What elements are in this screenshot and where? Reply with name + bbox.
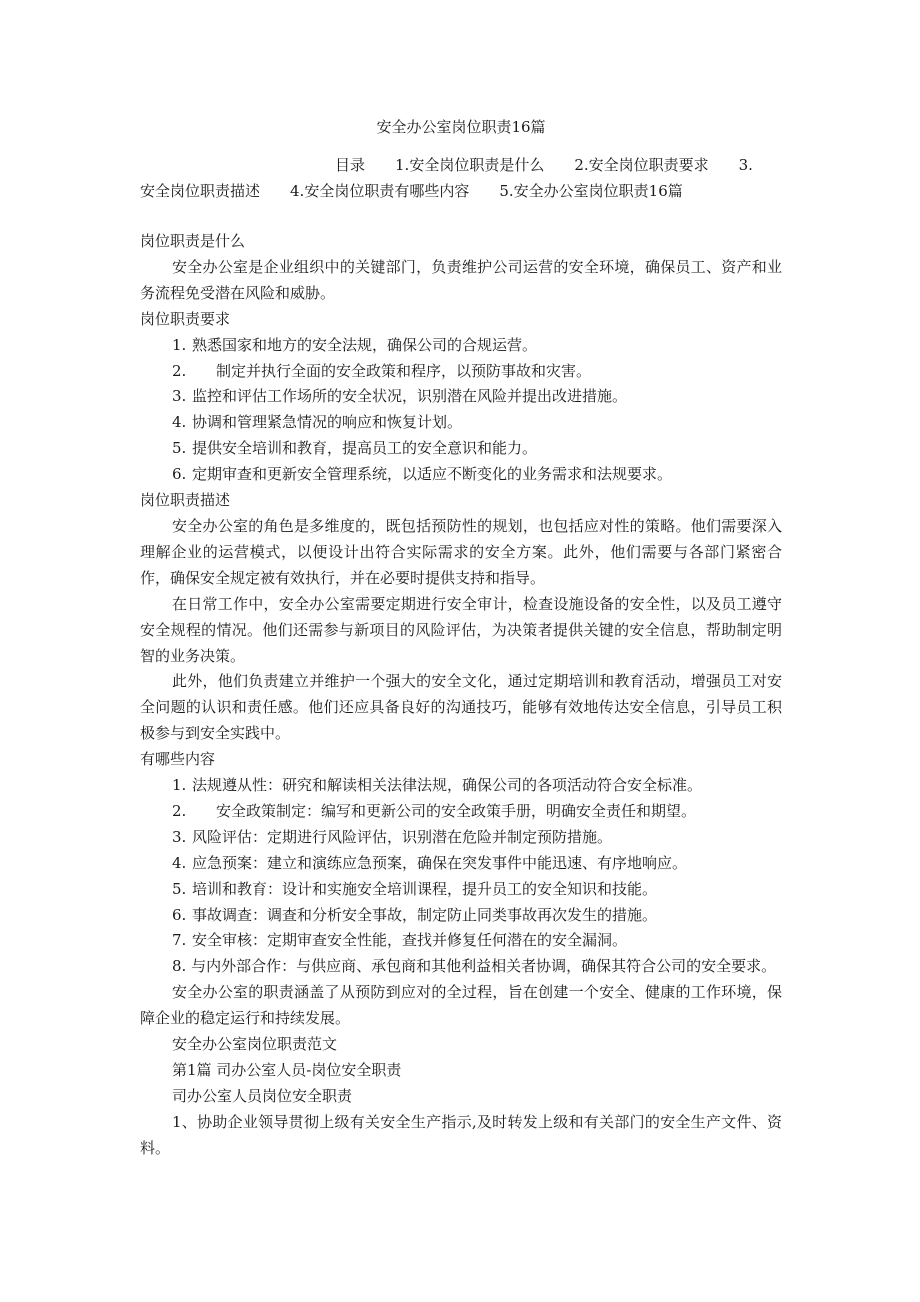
list-item: 3. 风险评估：定期进行风险评估，识别潜在危险并制定预防措施。	[172, 827, 613, 846]
list-item: 8. 与内外部合作：与供应商、承包商和其他利益相关者协调，确保其符合公司的安全要求。	[172, 957, 777, 976]
toc-item-1[interactable]: 1.安全岗位职责是什么	[395, 156, 545, 174]
toc-item-2[interactable]: 2.安全岗位职责要求	[574, 156, 709, 174]
toc-item-5[interactable]: 5.安全办公室岗位职责16篇	[499, 182, 683, 200]
list-item: 6. 定期审查和更新安全管理系统，以适应不断变化的业务需求和法规要求。	[172, 465, 673, 484]
toc-label: 目录	[335, 156, 366, 174]
section-heading-requirements: 岗位职责要求	[140, 309, 231, 328]
list-item: 2. 制定并执行全面的安全政策和程序，以预防事故和灾害。	[172, 361, 592, 380]
list-item: 5. 培训和教育：设计和实施安全培训课程，提升员工的安全知识和技能。	[172, 879, 658, 898]
toc-item-3[interactable]: 安全岗位职责描述	[140, 182, 261, 200]
list-item: 4. 应急预案：建立和演练应急预案，确保在突发事件中能迅速、有序地响应。	[172, 853, 688, 872]
section-heading-what: 岗位职责是什么	[140, 232, 246, 250]
contents-summary: 安全办公室的职责涵盖了从预防到应对的全过程，旨在创建一个安全、健康的工作环境，保障企业的稳定运行和持续发展。	[140, 983, 782, 1028]
section-heading-description: 岗位职责描述	[140, 491, 231, 510]
samples-subheading: 司办公室人员岗位安全职责	[172, 1086, 353, 1105]
document-body	[140, 229, 782, 1162]
table-of-contents	[140, 152, 782, 204]
list-item: 7. 安全审核：定期审查安全性能，查找并修复任何潜在的安全漏洞。	[172, 931, 628, 950]
description-para-1: 安全办公室的角色是多维度的，既包括预防性的规划，也包括应对性的策略。他们需要深入理解企业的运营模式，以便设计出符合实际需求的安全方案。此外，他们需要与各部门紧密合作，确保安全规定被有效执行，并在必要时提供支持和指导。	[140, 516, 782, 587]
toc-item-4[interactable]: 4.安全岗位职责有哪些内容	[290, 182, 470, 200]
toc-item-3-number[interactable]: 3.	[738, 156, 753, 174]
document-title: 安全办公室岗位职责16篇	[376, 118, 546, 136]
list-item: 6. 事故调查：调查和分析安全事故，制定防止同类事故再次发生的措施。	[172, 905, 658, 924]
samples-item-1: 1、协助企业领导贯彻上级有关安全生产指示,及时转发上级和有关部门的安全生产文件、资料。	[140, 1112, 782, 1157]
list-item: 1. 法规遵从性：研究和解读相关法律法规，确保公司的各项活动符合安全标准。	[172, 776, 703, 795]
list-item: 1. 熟悉国家和地方的安全法规，确保公司的合规运营。	[172, 335, 538, 354]
samples-heading: 安全办公室岗位职责范文	[172, 1035, 338, 1054]
samples-chapter-title: 第1篇 司办公室人员-岗位安全职责	[172, 1061, 402, 1079]
section-heading-contents: 有哪些内容	[140, 750, 216, 769]
list-item: 4. 协调和管理紧急情况的响应和恢复计划。	[172, 413, 463, 432]
section-para-what: 安全办公室是企业组织中的关键部门，负责维护公司运营的安全环境，确保员工、资产和业务流程免受潜在风险和威胁。	[140, 257, 782, 302]
description-para-3: 此外，他们负责建立并维护一个强大的安全文化，通过定期培训和教育活动，增强员工对安全问题的认识和责任感。他们还应具备良好的沟通技巧，能够有效地传达安全信息，引导员工积极参与到安全实践中。	[140, 672, 782, 743]
list-item: 5. 提供安全培训和教育，提高员工的安全意识和能力。	[172, 439, 538, 458]
list-item: 3. 监控和评估工作场所的安全状况，识别潜在风险并提出改进措施。	[172, 387, 628, 406]
description-para-2: 在日常工作中，安全办公室需要定期进行安全审计，检查设施设备的安全性，以及员工遵守安全规程的情况。他们还需参与新项目的风险评估，为决策者提供关键的安全信息，帮助制定明智的业务决策。	[140, 594, 782, 665]
list-item: 2. 安全政策制定：编写和更新公司的安全政策手册，明确安全责任和期望。	[172, 801, 697, 820]
